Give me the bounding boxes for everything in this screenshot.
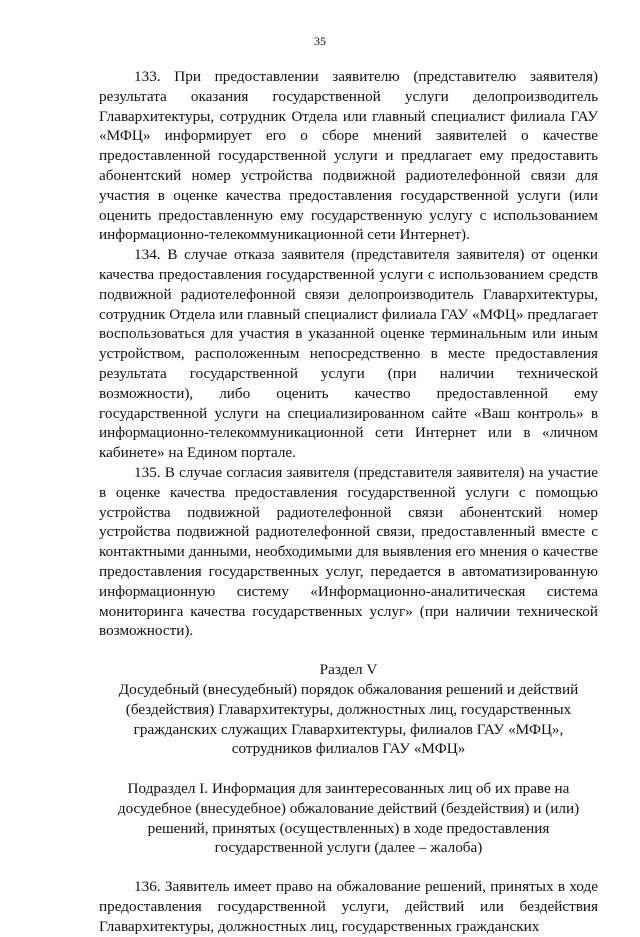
document-body (99, 67, 598, 937)
paragraph-133: 133. При предоставлении заявителю (представителю заявителя) результата оказания государственной услуги делопроизводитель Главархитектуры, сотрудник Отдела или главный специалист филиала ГАУ «МФЦ» информирует его о сборе мнений заявителей о качестве предоставленной государственной услуги и предлагает ему предоставить абонентский номер устройства подвижной радиотелефонной связи для участия в оценке качества предоставления государственной услуги (или оценить предоставленную ему государственную услугу с использованием информационно-телекоммуникационной сети Интернет). (99, 68, 598, 244)
subsection-title: Подраздел I. Информация для заинтересованных лиц об их праве на досудебное (внесудебное) обжалование действий (бездействия) и (или) решений, принятых (осуществленных) в ходе предоставления государственной услуги (далее – жалоба) (117, 780, 580, 857)
section-heading (99, 660, 598, 759)
page-number: 35 (314, 34, 326, 48)
subsection-heading (99, 779, 598, 858)
section-label: Раздел V (319, 661, 378, 679)
paragraph-136: 136. Заявитель имеет право на обжалование решений, принятых в ходе предоставления государственной услуги, действий или бездействия Главархитектуры, должностных лиц, государственных гражданских (99, 878, 598, 935)
paragraph-134: 134. В случае отказа заявителя (представителя заявителя) от оценки качества предоставления государственной услуги с использованием средств подвижной радиотелефонной связи делопроизводитель Главархитектуры, сотрудник Отдела или главный специалист филиала ГАУ «МФЦ» предлагает воспользоваться для участия в указанной оценке терминальным или иным устройством, расположенным непосредственно в месте предоставления результата государственной услуги (при наличии технической возможности), либо оценить качество предоставленной ему государственной услуги на специализированном сайте «Ваш контроль» в информационно-телекоммуникационной сети Интернет или в «личном кабинете» на Едином портале. (99, 246, 598, 462)
section-title: Досудебный (внесудебный) порядок обжалования решений и действий (бездействия) Главархитектуры, должностных лиц, государственных гражданских служащих Главархитектуры, филиалов ГАУ «МФЦ», сотрудников филиалов ГАУ «МФЦ» (118, 680, 579, 758)
paragraph-135: 135. В случае согласия заявителя (представителя заявителя) на участие в оценке качества предоставления государственной услуги с помощью устройства подвижной радиотелефонной связи абонентский номер устройства подвижной радиотелефонной связи, предоставленный вместе с контактными данными, необходимыми для выявления его мнения о качестве предоставления государственных услуг, передается в автоматизированную информационную систему «Информационно-аналитическая система мониторинга качества государственных услуг» (при наличии технической возможности). (99, 463, 598, 640)
